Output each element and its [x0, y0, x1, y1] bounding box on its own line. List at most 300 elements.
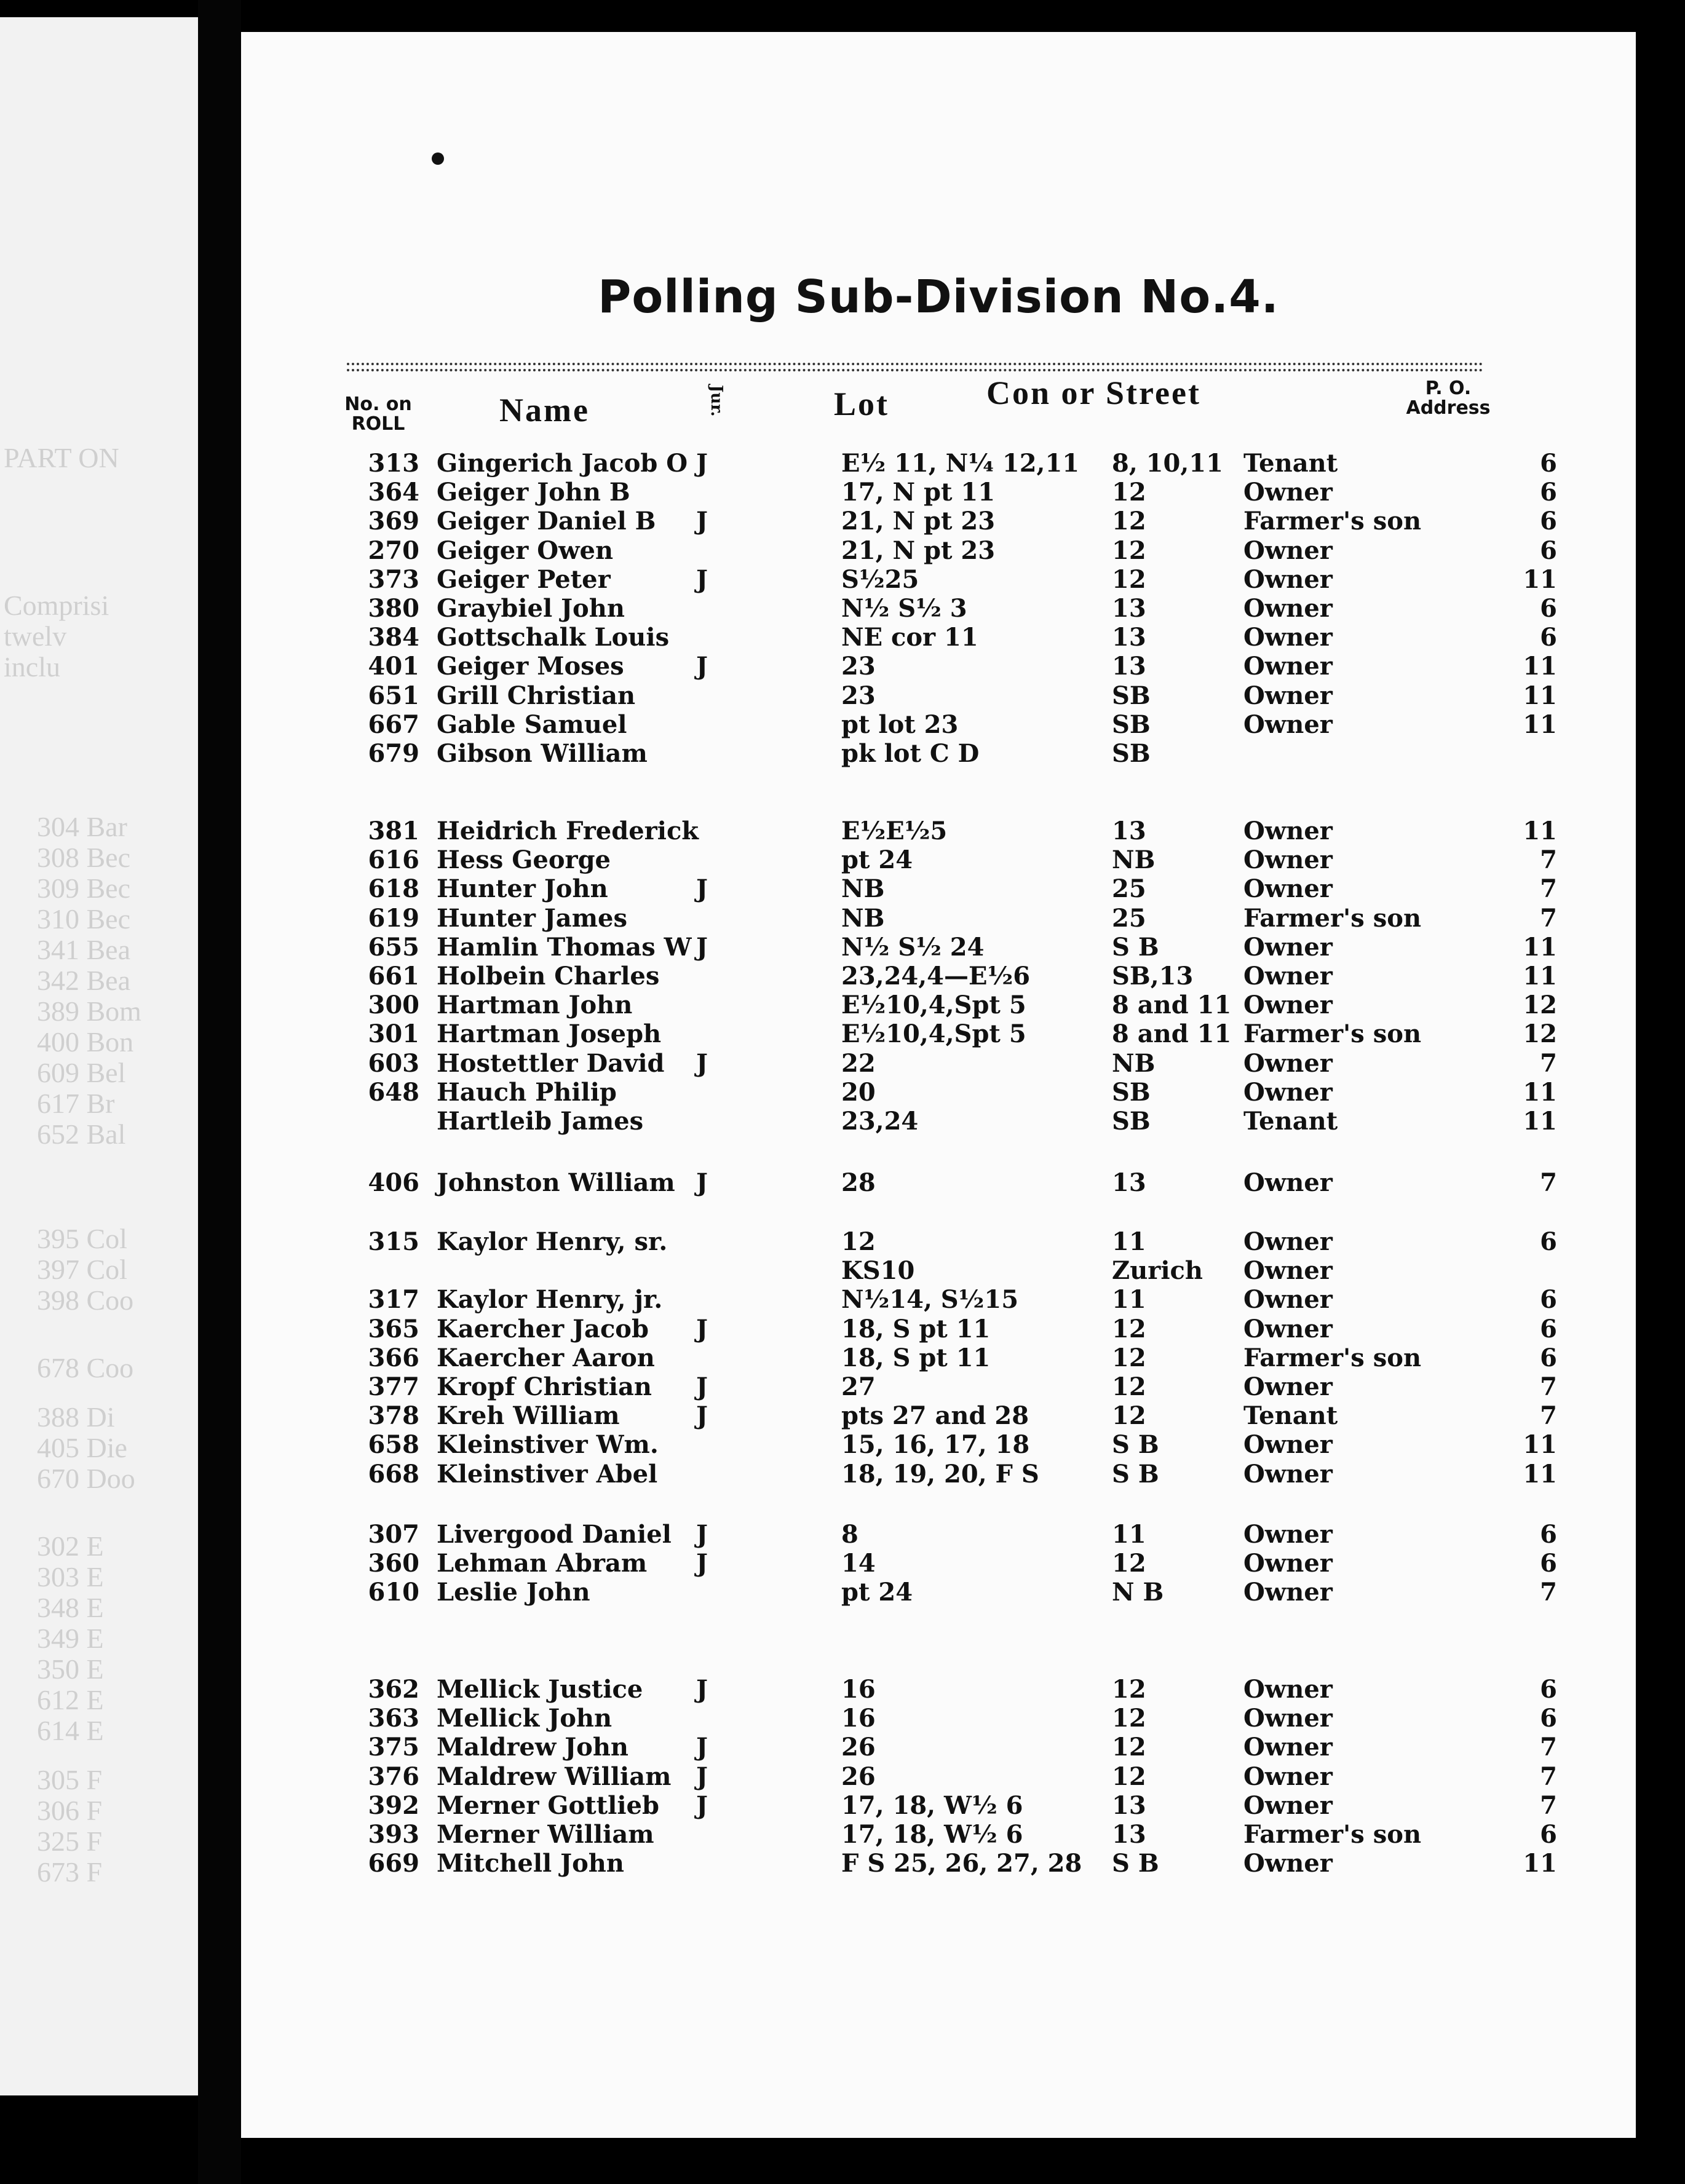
- left-page-fragment: 652 Bal: [37, 1118, 126, 1150]
- lot-number: 12: [841, 1227, 876, 1256]
- po-address: 11: [1523, 1430, 1557, 1460]
- voter-name: Hostettler David: [437, 1048, 665, 1078]
- roll-number: 307: [368, 1520, 419, 1549]
- voter-name: Mellick Justice: [437, 1675, 643, 1704]
- voter-name: Gable Samuel: [437, 710, 627, 739]
- voter-status: Owner: [1243, 1704, 1333, 1733]
- lot-number: N½ S½ 3: [841, 594, 967, 623]
- juror-mark: J: [696, 932, 708, 962]
- po-address: 11: [1523, 564, 1557, 594]
- roll-number: 679: [368, 739, 419, 768]
- lot-number: E½10,4,Spt 5: [841, 1019, 1026, 1049]
- table-row: [241, 1820, 1636, 1850]
- lot-number: 28: [841, 1168, 876, 1197]
- table-row: [241, 874, 1636, 904]
- po-address: 6: [1540, 1520, 1557, 1549]
- table-row: [241, 1762, 1636, 1792]
- voter-status: Owner: [1243, 817, 1333, 845]
- po-address: 7: [1540, 1733, 1557, 1762]
- table-row: [241, 1791, 1636, 1821]
- voter-status: Owner: [1243, 1314, 1333, 1343]
- voter-status: Owner: [1243, 1520, 1333, 1549]
- juror-mark: J: [696, 1549, 708, 1578]
- voter-status: Owner: [1243, 845, 1333, 875]
- lot-number: 23: [841, 652, 876, 681]
- juror-mark: J: [696, 1401, 708, 1431]
- voter-name: Lehman Abram: [437, 1549, 648, 1578]
- voter-name: Mitchell John: [437, 1849, 624, 1878]
- voter-name: Mellick John: [437, 1704, 613, 1733]
- concession-or-street: SB,13: [1112, 962, 1194, 991]
- roll-number: 392: [368, 1790, 419, 1820]
- concession-or-street: 12: [1112, 1704, 1146, 1733]
- po-address: 11: [1523, 962, 1557, 991]
- table-row: [241, 1343, 1636, 1373]
- lot-number: 21, N pt 23: [841, 507, 996, 536]
- concession-or-street: 13: [1112, 1168, 1146, 1197]
- table-row: [241, 1460, 1636, 1489]
- lot-number: 21, N pt 23: [841, 536, 996, 565]
- po-address: 6: [1540, 1314, 1557, 1343]
- header-po: [1402, 379, 1494, 418]
- lot-number: 18, S pt 11: [841, 1343, 991, 1372]
- voter-name: Hunter James: [437, 903, 628, 933]
- po-address: 7: [1540, 874, 1557, 904]
- roll-number: 377: [368, 1372, 419, 1401]
- concession-or-street: SB: [1112, 739, 1151, 768]
- roll-number: 270: [368, 536, 419, 565]
- voter-name: Leslie John: [437, 1578, 590, 1607]
- roll-number: 616: [368, 845, 419, 875]
- header-rule-2: [347, 369, 1483, 371]
- voter-status: Farmer's son: [1243, 903, 1422, 933]
- lot-number: 17, N pt 11: [841, 478, 996, 507]
- roll-number: 362: [368, 1675, 419, 1704]
- po-address: 11: [1523, 932, 1557, 962]
- table-row: [241, 904, 1636, 933]
- left-page-fragment: 306 F: [37, 1795, 103, 1826]
- left-page-fragment: twelv: [4, 620, 67, 652]
- header-name: Name: [499, 392, 590, 429]
- left-page-fragment: 302 E: [37, 1530, 104, 1562]
- roll-number: 360: [368, 1549, 419, 1578]
- voter-status: Owner: [1243, 1077, 1333, 1107]
- left-page-fragment: 350 E: [37, 1653, 104, 1685]
- voter-name: Gottschalk Louis: [437, 623, 670, 652]
- lot-number: 17, 18, W½ 6: [841, 1790, 1023, 1820]
- voter-status: Farmer's son: [1243, 507, 1422, 536]
- voter-name: Hartman John: [437, 991, 633, 1020]
- concession-or-street: 12: [1112, 1343, 1146, 1372]
- table-row: [241, 478, 1636, 507]
- po-address: 6: [1540, 536, 1557, 565]
- lot-number: 15, 16, 17, 18: [841, 1430, 1030, 1460]
- concession-or-street: NB: [1112, 1048, 1156, 1078]
- concession-or-street: 25: [1112, 903, 1146, 933]
- header-con: Con or Street: [986, 374, 1201, 411]
- roll-number: 393: [368, 1820, 419, 1849]
- right-border: [1636, 0, 1685, 2184]
- roll-number: 317: [368, 1285, 419, 1315]
- page-title: Polling Sub-Division No.4.: [598, 271, 1279, 323]
- po-address: 11: [1523, 1459, 1557, 1489]
- po-address: 6: [1540, 1549, 1557, 1578]
- voter-status: Owner: [1243, 962, 1333, 991]
- lot-number: 14: [841, 1549, 876, 1578]
- juror-mark: J: [696, 1762, 708, 1791]
- po-address: 11: [1523, 817, 1557, 845]
- roll-number: 648: [368, 1077, 419, 1107]
- roll-number: 651: [368, 681, 419, 710]
- voter-name: Hess George: [437, 845, 611, 875]
- left-page-fragment: 617 Br: [37, 1088, 115, 1119]
- concession-or-street: N B: [1112, 1578, 1164, 1607]
- voter-status: Tenant: [1243, 449, 1338, 478]
- lot-number: 18, S pt 11: [841, 1314, 991, 1343]
- header-rule: [347, 363, 1483, 365]
- voter-status: Farmer's son: [1243, 1019, 1422, 1049]
- roll-number: 658: [368, 1430, 419, 1460]
- left-page-fragment: 305 F: [37, 1764, 103, 1795]
- lot-number: E½10,4,Spt 5: [841, 991, 1026, 1020]
- roll-number: 375: [368, 1733, 419, 1762]
- left-page-fragment: 342 Bea: [37, 965, 131, 996]
- roll-number: 603: [368, 1048, 419, 1078]
- po-address: 6: [1540, 1704, 1557, 1733]
- roll-number: 366: [368, 1343, 419, 1372]
- concession-or-street: 13: [1112, 1820, 1146, 1849]
- table-row: [241, 1227, 1636, 1257]
- voter-name: Graybiel John: [437, 594, 625, 623]
- book-gutter: [198, 0, 241, 2184]
- left-page-fragment: 395 Col: [37, 1223, 127, 1254]
- po-address: 6: [1540, 507, 1557, 536]
- voter-name: Kaylor Henry, sr.: [437, 1227, 668, 1256]
- concession-or-street: 12: [1112, 1733, 1146, 1762]
- juror-mark: J: [696, 1520, 708, 1549]
- left-page-fragment: 341 Bea: [37, 934, 131, 965]
- lot-number: 26: [841, 1762, 876, 1791]
- concession-or-street: 13: [1112, 1790, 1146, 1820]
- voter-status: Tenant: [1243, 1107, 1338, 1136]
- roll-number: 380: [368, 594, 419, 623]
- lot-number: 22: [841, 1048, 876, 1078]
- roll-number: 661: [368, 962, 419, 991]
- lot-number: 23,24,4—E½6: [841, 962, 1031, 991]
- roll-number: 406: [368, 1168, 419, 1197]
- table-row: [241, 1733, 1636, 1762]
- concession-or-street: SB: [1112, 1107, 1151, 1136]
- ink-dot: [432, 152, 444, 165]
- concession-or-street: Zurich: [1112, 1256, 1203, 1286]
- lot-number: N½14, S½15: [841, 1285, 1019, 1315]
- voter-name: Kaylor Henry, jr.: [437, 1285, 663, 1315]
- juror-mark: J: [696, 874, 708, 904]
- lot-number: KS10: [841, 1256, 915, 1286]
- concession-or-street: S B: [1112, 1430, 1159, 1460]
- concession-or-street: 12: [1112, 1549, 1146, 1578]
- voter-status: Owner: [1243, 932, 1333, 962]
- table-row: [241, 623, 1636, 652]
- juror-mark: J: [696, 449, 708, 478]
- po-address: 6: [1540, 1343, 1557, 1372]
- left-page-fragment: 388 Di: [37, 1401, 115, 1433]
- voter-status: Owner: [1243, 594, 1333, 623]
- juror-mark: J: [696, 1314, 708, 1343]
- concession-or-street: S B: [1112, 1459, 1159, 1489]
- lot-number: 27: [841, 1372, 876, 1401]
- concession-or-street: 11: [1112, 1285, 1146, 1315]
- voter-name: Hunter John: [437, 874, 608, 904]
- concession-or-street: 13: [1112, 594, 1146, 623]
- concession-or-street: 12: [1112, 564, 1146, 594]
- voter-status: Owner: [1243, 536, 1333, 565]
- voter-name: Hauch Philip: [437, 1077, 617, 1107]
- table-row: [241, 845, 1636, 875]
- table-row: [241, 1520, 1636, 1549]
- concession-or-street: 8 and 11: [1112, 1019, 1232, 1049]
- concession-or-street: SB: [1112, 710, 1151, 739]
- voter-name: Maldrew John: [437, 1733, 629, 1762]
- table-row: [241, 1285, 1636, 1315]
- lot-number: pts 27 and 28: [841, 1401, 1029, 1431]
- table-row: [241, 1168, 1636, 1198]
- po-address: 7: [1540, 1168, 1557, 1197]
- document-page: [241, 32, 1636, 2138]
- voter-name: Hamlin Thomas W: [437, 932, 692, 962]
- voter-name: Merner Gottlieb: [437, 1790, 659, 1820]
- voter-status: Owner: [1243, 1578, 1333, 1607]
- voter-status: Owner: [1243, 874, 1333, 904]
- voter-name: Johnston William: [437, 1168, 675, 1197]
- voter-name: Holbein Charles: [437, 962, 660, 991]
- voter-status: Owner: [1243, 681, 1333, 710]
- po-address: 6: [1540, 478, 1557, 507]
- roll-number: 315: [368, 1227, 419, 1256]
- lot-number: NB: [841, 874, 885, 904]
- roll-number: 300: [368, 991, 419, 1020]
- voter-name: Geiger Daniel B: [437, 507, 656, 536]
- table-row: [241, 1430, 1636, 1460]
- lot-number: E½ 11, N¼ 12,11: [841, 449, 1080, 478]
- table-row: [241, 962, 1636, 991]
- voter-name: Kleinstiver Abel: [437, 1459, 658, 1489]
- lot-number: 18, 19, 20, F S: [841, 1459, 1039, 1489]
- voter-name: Geiger Owen: [437, 536, 614, 565]
- table-row: [241, 1549, 1636, 1578]
- table-row: [241, 817, 1636, 846]
- concession-or-street: 12: [1112, 1372, 1146, 1401]
- left-page-fragment: 673 F: [37, 1856, 103, 1888]
- voter-status: Owner: [1243, 991, 1333, 1020]
- concession-or-street: 12: [1112, 1401, 1146, 1431]
- po-address: 11: [1523, 681, 1557, 710]
- voter-status: Owner: [1243, 1168, 1333, 1197]
- voter-name: Heidrich Frederick: [437, 817, 699, 845]
- roll-number: 381: [368, 817, 419, 845]
- left-page-edge: [0, 17, 198, 2095]
- roll-number: 376: [368, 1762, 419, 1791]
- concession-or-street: 25: [1112, 874, 1146, 904]
- po-address: 7: [1540, 1048, 1557, 1078]
- left-page-fragment: 614 E: [37, 1715, 104, 1746]
- roll-number: 313: [368, 449, 419, 478]
- roll-number: 301: [368, 1019, 419, 1049]
- header-lot: Lot: [834, 386, 889, 422]
- lot-number: 23: [841, 681, 876, 710]
- concession-or-street: 12: [1112, 507, 1146, 536]
- voter-status: Owner: [1243, 1790, 1333, 1820]
- header-roll-label: No. on ROLL: [344, 394, 412, 435]
- po-address: 11: [1523, 652, 1557, 681]
- voter-name: Gibson William: [437, 739, 648, 768]
- roll-number: 363: [368, 1704, 419, 1733]
- table-row: [241, 565, 1636, 595]
- concession-or-street: S B: [1112, 1849, 1159, 1878]
- voter-name: Kropf Christian: [437, 1372, 652, 1401]
- left-page-fragment: 309 Bec: [37, 872, 131, 904]
- juror-mark: J: [696, 1372, 708, 1401]
- left-page-fragment: 303 E: [37, 1561, 104, 1593]
- left-page-fragment: 670 Doo: [37, 1463, 135, 1494]
- left-page-fragment: 325 F: [37, 1826, 103, 1857]
- lot-number: 17, 18, W½ 6: [841, 1820, 1023, 1849]
- concession-or-street: 12: [1112, 478, 1146, 507]
- voter-status: Owner: [1243, 1256, 1333, 1286]
- juror-mark: J: [696, 507, 708, 536]
- lot-number: 20: [841, 1077, 876, 1107]
- concession-or-street: 12: [1112, 1762, 1146, 1791]
- juror-mark: J: [696, 652, 708, 681]
- voter-status: Farmer's son: [1243, 1343, 1422, 1372]
- table-row: [241, 710, 1636, 740]
- po-address: 11: [1523, 710, 1557, 739]
- table-row: [241, 1849, 1636, 1878]
- roll-number: 619: [368, 903, 419, 933]
- po-address: 7: [1540, 903, 1557, 933]
- concession-or-street: SB: [1112, 1077, 1151, 1107]
- po-address: 6: [1540, 1227, 1557, 1256]
- concession-or-street: 11: [1112, 1227, 1146, 1256]
- juror-mark: J: [696, 1675, 708, 1704]
- left-page-fragment: 310 Bec: [37, 903, 131, 935]
- po-address: 6: [1540, 623, 1557, 652]
- table-row: [241, 1372, 1636, 1402]
- voter-status: Owner: [1243, 1733, 1333, 1762]
- po-address: 7: [1540, 1372, 1557, 1401]
- table-row: [241, 507, 1636, 536]
- table-row: [241, 1019, 1636, 1049]
- voter-status: Owner: [1243, 1459, 1333, 1489]
- voter-name: Geiger Peter: [437, 564, 611, 594]
- lot-number: 8: [841, 1520, 858, 1549]
- po-address: 7: [1540, 845, 1557, 875]
- concession-or-street: 12: [1112, 1314, 1146, 1343]
- lot-number: pt 24: [841, 1578, 913, 1607]
- voter-status: Owner: [1243, 1430, 1333, 1460]
- voter-status: Owner: [1243, 710, 1333, 739]
- voter-name: Maldrew William: [437, 1762, 672, 1791]
- voter-status: Owner: [1243, 1549, 1333, 1578]
- table-row: [241, 1049, 1636, 1078]
- voter-name: Hartleib James: [437, 1107, 644, 1136]
- po-address: 11: [1523, 1107, 1557, 1136]
- left-page-fragment: 348 E: [37, 1592, 104, 1623]
- concession-or-street: SB: [1112, 681, 1151, 710]
- left-page-fragment: 400 Bon: [37, 1026, 134, 1058]
- concession-or-street: NB: [1112, 845, 1156, 875]
- po-address: 7: [1540, 1762, 1557, 1791]
- table-row: [241, 449, 1636, 478]
- roll-number: 369: [368, 507, 419, 536]
- lot-number: NE cor 11: [841, 623, 978, 652]
- roll-number: 401: [368, 652, 419, 681]
- po-address: 6: [1540, 1285, 1557, 1315]
- roll-number: 668: [368, 1459, 419, 1489]
- voter-status: Owner: [1243, 1285, 1333, 1315]
- roll-number: 655: [368, 932, 419, 962]
- table-row: [241, 594, 1636, 623]
- po-address: 6: [1540, 449, 1557, 478]
- left-page-fragment: 609 Bel: [37, 1057, 126, 1088]
- juror-mark: J: [696, 564, 708, 594]
- juror-mark: J: [696, 1048, 708, 1078]
- table-row: [241, 1107, 1636, 1136]
- lot-number: E½E½5: [841, 817, 948, 845]
- voter-name: Geiger John B: [437, 478, 630, 507]
- voter-status: Owner: [1243, 1048, 1333, 1078]
- table-row: [241, 1704, 1636, 1733]
- header-jur: Jur.: [707, 385, 726, 417]
- table-row: [241, 1675, 1636, 1704]
- voter-status: Tenant: [1243, 1401, 1338, 1431]
- voter-name: Grill Christian: [437, 681, 636, 710]
- voter-name: Gingerich Jacob O: [437, 449, 688, 478]
- po-address: 7: [1540, 1401, 1557, 1431]
- lot-number: F S 25, 26, 27, 28: [841, 1849, 1082, 1878]
- table-row: [241, 1315, 1636, 1344]
- po-address: 6: [1540, 1675, 1557, 1704]
- concession-or-street: 13: [1112, 652, 1146, 681]
- voter-status: Owner: [1243, 1372, 1333, 1401]
- voter-name: Merner William: [437, 1820, 654, 1849]
- left-page-fragment: Comprisi: [4, 590, 109, 621]
- voter-name: Kaercher Jacob: [437, 1314, 649, 1343]
- concession-or-street: 13: [1112, 623, 1146, 652]
- concession-or-street: 13: [1112, 817, 1146, 845]
- left-page-fragment: inclu: [4, 651, 60, 682]
- lot-number: 16: [841, 1704, 876, 1733]
- roll-number: 365: [368, 1314, 419, 1343]
- roll-number: 373: [368, 564, 419, 594]
- roll-number: 378: [368, 1401, 419, 1431]
- voter-status: Owner: [1243, 478, 1333, 507]
- table-row: [241, 1578, 1636, 1607]
- voter-name: Hartman Joseph: [437, 1019, 662, 1049]
- po-address: 6: [1540, 594, 1557, 623]
- po-address: 11: [1523, 1849, 1557, 1878]
- voter-status: Owner: [1243, 1849, 1333, 1878]
- po-address: 6: [1540, 1820, 1557, 1849]
- lot-number: pt lot 23: [841, 710, 959, 739]
- roll-number: 384: [368, 623, 419, 652]
- po-address: 11: [1523, 1077, 1557, 1107]
- po-address: 12: [1523, 991, 1557, 1020]
- concession-or-street: 12: [1112, 1675, 1146, 1704]
- concession-or-street: 12: [1112, 536, 1146, 565]
- voter-name: Livergood Daniel: [437, 1520, 672, 1549]
- roll-number: 669: [368, 1849, 419, 1878]
